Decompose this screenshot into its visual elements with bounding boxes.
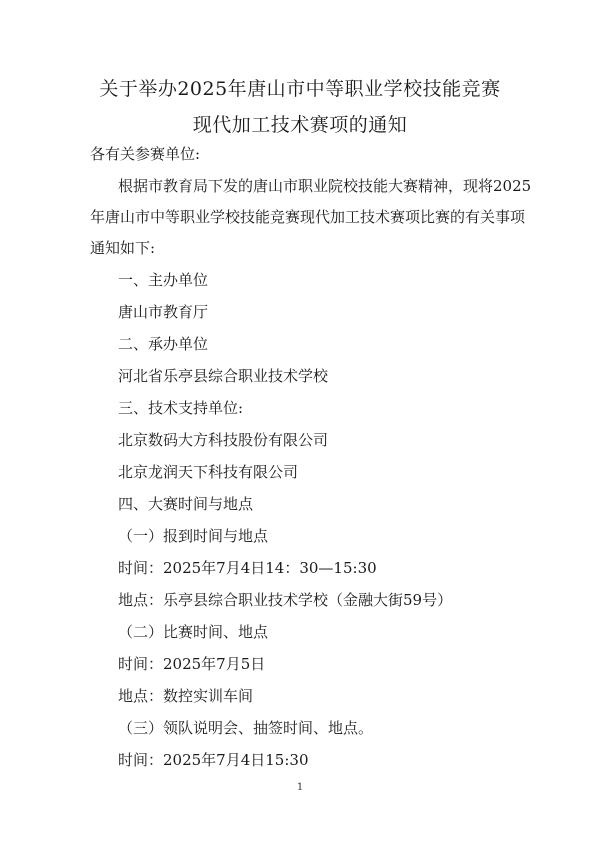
- subsection-1-time: 时间：2025年7月4日14：30—15:30: [118, 559, 377, 577]
- section-3-heading: 三、技术支持单位:: [118, 399, 244, 417]
- document-title-line-2: 现代加工技术赛项的通知: [192, 114, 408, 136]
- document-title-line-1: 关于举办2025年唐山市中等职业学校技能竞赛: [99, 78, 501, 100]
- section-2-content: 河北省乐亭县综合职业技术学校: [118, 367, 329, 385]
- salutation: 各有关参赛单位:: [90, 145, 201, 163]
- section-4-heading: 四、大赛时间与地点: [118, 495, 254, 513]
- intro-paragraph-line-1: 根据市教育局下发的唐山市职业院校技能大赛精神，现将2025: [118, 177, 532, 195]
- subsection-3-time: 时间：2025年7月4日15:30: [118, 751, 309, 769]
- section-2-heading: 二、承办单位: [118, 335, 209, 353]
- subsection-2-place: 地点：数控实训车间: [118, 687, 254, 705]
- subsection-1-heading: （一）报到时间与地点: [118, 527, 269, 545]
- section-3-company-1: 北京数码大方科技股份有限公司: [118, 431, 329, 449]
- subsection-1-place: 地点：乐亭县综合职业技术学校（金融大街59号）: [118, 591, 453, 609]
- intro-paragraph-line-3: 通知如下:: [90, 239, 156, 257]
- subsection-2-time: 时间：2025年7月5日: [118, 655, 266, 673]
- section-1-content: 唐山市教育厅: [118, 303, 209, 321]
- page-number: 1: [296, 782, 304, 793]
- subsection-2-heading: （二）比赛时间、地点: [118, 623, 269, 641]
- subsection-3-heading: （三）领队说明会、抽签时间、地点。: [118, 719, 374, 737]
- intro-paragraph-line-2: 年唐山市中等职业学校技能竞赛现代加工技术赛项比赛的有关事项: [90, 208, 526, 226]
- section-3-company-2: 北京龙润天下科技有限公司: [118, 463, 299, 481]
- section-1-heading: 一、主办单位: [118, 271, 209, 289]
